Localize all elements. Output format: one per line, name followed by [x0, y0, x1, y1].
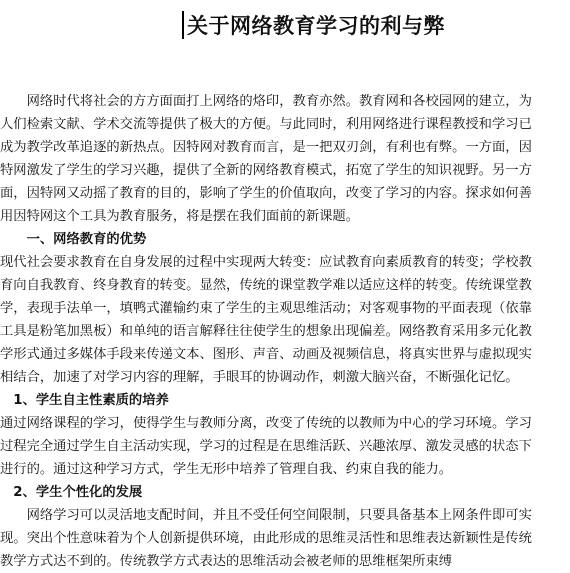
section-heading: 一、网络教育的优势 — [0, 232, 147, 247]
paragraph-line: 过程完全通过学生自主活动实现，学习的过程是在思维活跃、兴趣浓厚、激发灵感的状态下 — [0, 439, 532, 454]
paragraph-line: 面，因特网又动摇了教育的目的，影响了学生的价值取向，改变了学习的内容。探求如何善 — [0, 186, 532, 201]
paragraph-line: 成为教学改革追逐的新热点。因特网对教育而言，是一把双刃剑，有利也有弊。一方面，因 — [0, 140, 532, 155]
paragraph-line: 特网激发了学生的学习兴趣，提供了全新的网络教育模式，拓宽了学生的知识视野。另一方 — [0, 163, 532, 178]
paragraph-line: 网络学习可以灵活地支配时间，并且不受任何空间限制，只要具备基本上网条件即可实 — [0, 508, 532, 523]
paragraph-line: 相结合，加速了对学习内容的理解，手眼耳的协调动作，刺激大脑兴奋，不断强化记忆。 — [0, 370, 519, 385]
paragraph-line: 现代社会要求教育在自身发展的过程中实现两大转变：应试教育向素质教育的转变；学校教 — [0, 255, 532, 270]
paragraph-line: 网络时代将社会的方方面面打上网络的烙印，教育亦然。教育网和各校园网的建立，为 — [0, 94, 532, 109]
paragraph-line: 工具是粉笔加黑板）和单纯的语言解释往往使学生的想象出现偏差。网络教育采用多元化教 — [0, 324, 532, 339]
paragraph-line: 教学方式达不到的。传统教学方式表达的思维活动会被老师的思维框架所束缚 — [0, 554, 453, 569]
paragraph-line: 育向自我教育、终身教育的转变。显然，传统的课堂教学难以适应这样的转变。传统课堂教 — [0, 278, 532, 293]
paragraph-line: 进行的。通过这种学习方式，学生无形中培养了管理自我、约束自我的能力。 — [0, 462, 453, 477]
paragraph-line: 学，表现手法单一，填鸭式灌输约束了学生的主观思维活动；对客观事物的平面表现（依靠 — [0, 301, 532, 316]
document-title: 关于网络教育学习的利与弊 — [187, 13, 445, 38]
paragraph-line: 学形式通过多媒体手段来传递文本、图形、声音、动画及视频信息，将真实世界与虚拟现实 — [0, 347, 532, 362]
paragraph-line: 用因特网这个工具为教育服务，将是摆在我们面前的新课题。 — [0, 209, 360, 224]
paragraph-line: 通过网络课程的学习，使得学生与教师分离，改变了传统的以教师为中心的学习环境。学习 — [0, 416, 532, 431]
paragraph-line: 人们检索文献、学术交流等提供了极大的方便。与此同时，利用网络进行课程教授和学习已 — [0, 117, 532, 132]
subsection-heading: 1、学生自主性素质的培养 — [0, 393, 169, 408]
text-cursor — [182, 11, 184, 39]
paragraph-line: 现。突出个性意味着为个人创新提供环境，由此形成的思维灵活性和思维表达新颖性是传统 — [0, 531, 532, 546]
title-area — [182, 8, 445, 42]
subsection-heading: 2、学生个性化的发展 — [0, 485, 143, 500]
